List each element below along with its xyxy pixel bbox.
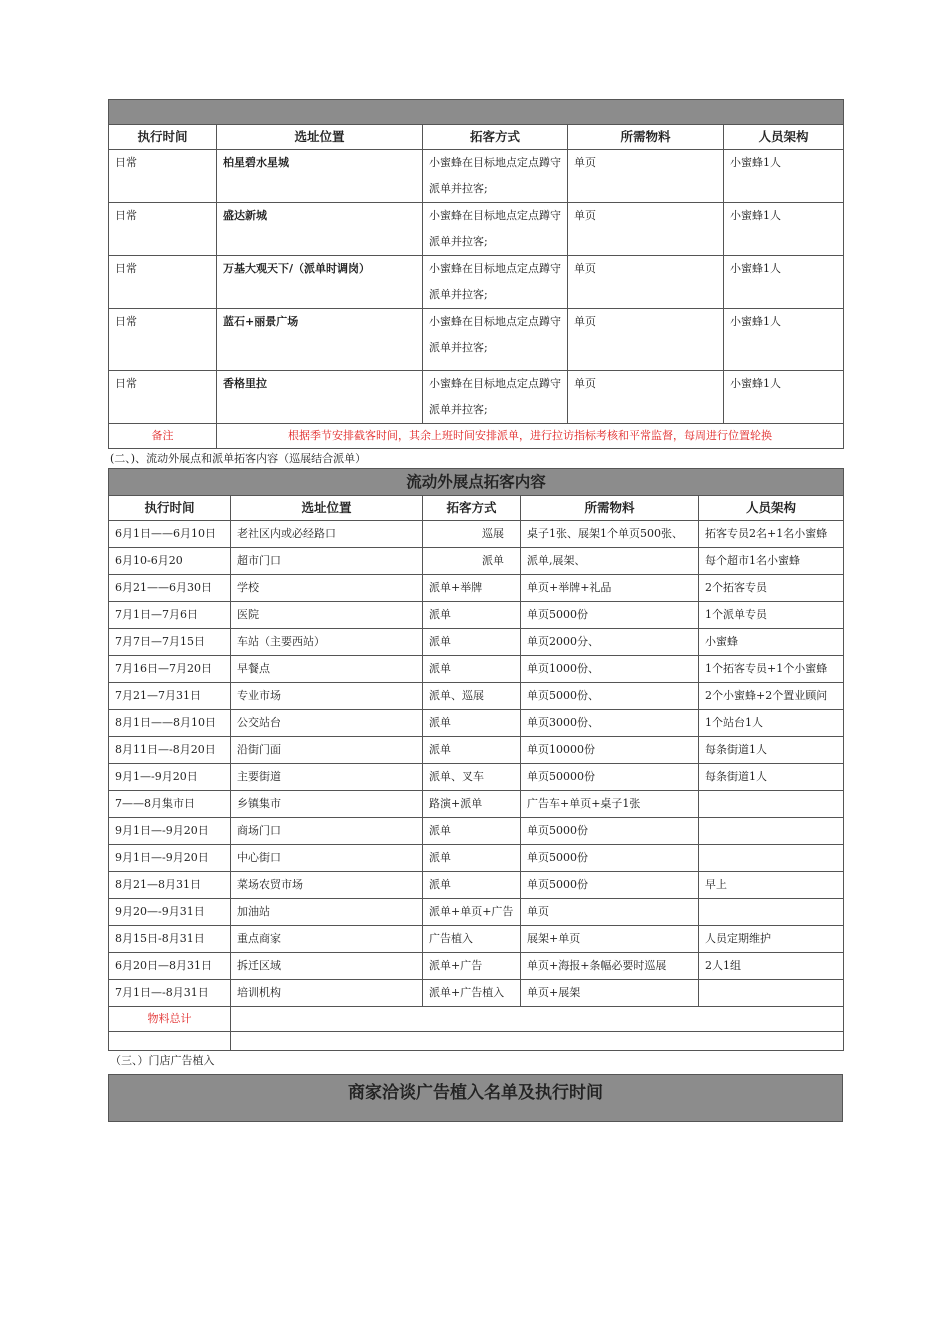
table-cell: 9月1日—-9月20日	[109, 818, 231, 845]
table-header-bar	[109, 100, 844, 125]
table-cell: 小蜜蜂1人	[724, 309, 844, 371]
table-row	[109, 980, 844, 1007]
blank-row	[109, 1032, 844, 1051]
table-cell: 单页5000份	[521, 845, 699, 872]
table-row	[109, 818, 844, 845]
table-cell: 加油站	[231, 899, 423, 926]
table-cell	[699, 791, 844, 818]
table-cell: 沿街门面	[231, 737, 423, 764]
table-row	[109, 899, 844, 926]
table-cell: 早餐点	[231, 656, 423, 683]
table-cell: 广告植入	[423, 926, 521, 953]
table-cell: 9月1—-9月20日	[109, 764, 231, 791]
table-cell: 万基大观天下/（派单时调岗）	[217, 256, 423, 309]
table-cell: 2个拓客专员	[699, 575, 844, 602]
table-cell: 单页+举牌+礼品	[521, 575, 699, 602]
table-header-row	[109, 496, 844, 521]
table-cell: 小蜜蜂在目标地点定点蹲守派单并拉客;	[423, 150, 568, 203]
table-daily-outreach	[108, 99, 844, 449]
table-cell: 拆迁区域	[231, 953, 423, 980]
table-cell: 重点商家	[231, 926, 423, 953]
table-title-row	[109, 469, 844, 496]
table-cell: 单页50000份	[521, 764, 699, 791]
table-cell	[699, 980, 844, 1007]
column-header: 拓客方式	[423, 125, 568, 150]
column-header: 所需物料	[521, 496, 699, 521]
table-row	[109, 791, 844, 818]
table-cell: 公交站台	[231, 710, 423, 737]
table-cell: 派单	[423, 818, 521, 845]
table-cell: 单页3000份、	[521, 710, 699, 737]
table-cell: 小蜜蜂1人	[724, 256, 844, 309]
table-cell: 派单	[423, 602, 521, 629]
table-cell: 单页	[568, 150, 724, 203]
table-cell: 派单+广告	[423, 953, 521, 980]
table-cell: 每个超市1名小蜜蜂	[699, 548, 844, 575]
table-cell: 小蜜蜂在目标地点定点蹲守派单并拉客;	[423, 309, 568, 371]
total-value	[231, 1007, 844, 1032]
table-cell: 日常	[109, 371, 217, 424]
table-cell: 小蜜蜂1人	[724, 203, 844, 256]
table-cell	[699, 899, 844, 926]
table-row	[109, 371, 844, 424]
column-header: 拓客方式	[423, 496, 521, 521]
table-cell: 派单+单页+广告	[423, 899, 521, 926]
table-row	[109, 309, 844, 371]
table-row	[109, 548, 844, 575]
table-cell: 单页5000份、	[521, 683, 699, 710]
table-cell: 日常	[109, 256, 217, 309]
table-cell: 单页+海报+条幅必要时巡展	[521, 953, 699, 980]
total-label: 物料总计	[109, 1007, 231, 1032]
table-cell: 老社区内或必经路口	[231, 521, 423, 548]
table-cell: 6月1日——6月10日	[109, 521, 231, 548]
document	[108, 99, 843, 1122]
table-cell	[699, 818, 844, 845]
total-row	[109, 1007, 844, 1032]
table-cell: 派单	[423, 710, 521, 737]
table-row	[109, 203, 844, 256]
table-cell: 盛达新城	[217, 203, 423, 256]
table-cell: 医院	[231, 602, 423, 629]
table-cell: 1个派单专员	[699, 602, 844, 629]
table-cell: 派单+举牌	[423, 575, 521, 602]
table-cell: 蓝石+丽景广场	[217, 309, 423, 371]
table-cell: 单页5000份	[521, 872, 699, 899]
table-cell: 日常	[109, 309, 217, 371]
table-row	[109, 256, 844, 309]
table-cell: 小蜜蜂	[699, 629, 844, 656]
table-cell: 单页1000份、	[521, 656, 699, 683]
table-row	[109, 926, 844, 953]
table-header-row	[109, 125, 844, 150]
section-2-caption: (二、)、流动外展点和派单拓客内容（巡展结合派单）	[110, 452, 367, 465]
table-cell: 拓客专员2名+1名小蜜蜂	[699, 521, 844, 548]
table-cell: 中心街口	[231, 845, 423, 872]
table-cell: 6月10-6月20	[109, 548, 231, 575]
table-cell: 单页5000份	[521, 818, 699, 845]
table-row	[109, 710, 844, 737]
table-cell: 派单	[423, 656, 521, 683]
table-cell: 9月20—-9月31日	[109, 899, 231, 926]
table-cell: 单页	[521, 899, 699, 926]
table-row	[109, 845, 844, 872]
table-cell: 小蜜蜂在目标地点定点蹲守派单并拉客;	[423, 371, 568, 424]
column-header: 选址位置	[217, 125, 423, 150]
table-cell: 小蜜蜂在目标地点定点蹲守派单并拉客;	[423, 203, 568, 256]
table-cell: 8月21—8月31日	[109, 872, 231, 899]
table-cell: 6月20日—8月31日	[109, 953, 231, 980]
table-cell: 培训机构	[231, 980, 423, 1007]
table-title: 流动外展点拓客内容	[109, 469, 844, 496]
section-3-caption: （三、）门店广告植入	[110, 1054, 215, 1067]
table-cell: 单页5000份	[521, 602, 699, 629]
table-row	[109, 737, 844, 764]
table-cell: 香格里拉	[217, 371, 423, 424]
table-cell: 每条街道1人	[699, 737, 844, 764]
table-cell: 小蜜蜂1人	[724, 150, 844, 203]
table-row	[109, 872, 844, 899]
table-row	[109, 602, 844, 629]
table-row	[109, 150, 844, 203]
table-cell: 单页	[568, 256, 724, 309]
banner-title: 商家洽谈广告植入名单及执行时间	[108, 1074, 843, 1122]
table-cell: 派单	[423, 845, 521, 872]
table-cell: 8月11日—-8月20日	[109, 737, 231, 764]
table-cell: 单页10000份	[521, 737, 699, 764]
column-header: 人员架构	[724, 125, 844, 150]
table-cell: 单页	[568, 309, 724, 371]
table-cell: 7月1日—7月6日	[109, 602, 231, 629]
table-cell: 乡镇集市	[231, 791, 423, 818]
note-label: 备注	[109, 424, 217, 449]
table-row	[109, 629, 844, 656]
table-cell: 广告车+单页+桌子1张	[521, 791, 699, 818]
column-header: 选址位置	[231, 496, 423, 521]
table-cell: 6月21——6月30日	[109, 575, 231, 602]
table-cell: 派单	[423, 737, 521, 764]
table-cell: 派单、叉车	[423, 764, 521, 791]
table-cell: 派单,展架、	[521, 548, 699, 575]
column-header: 所需物料	[568, 125, 724, 150]
table-cell: 派单	[423, 548, 521, 575]
table-mobile-outreach	[108, 468, 844, 1051]
table-cell: 单页	[568, 203, 724, 256]
table-cell: 派单+广告植入	[423, 980, 521, 1007]
table-row	[109, 521, 844, 548]
table-cell: 单页	[568, 371, 724, 424]
table-cell: 7——8月集市日	[109, 791, 231, 818]
blank-cell	[231, 1032, 844, 1051]
table-row	[109, 656, 844, 683]
table-cell: 人员定期维护	[699, 926, 844, 953]
table-cell: 日常	[109, 203, 217, 256]
blank-cell	[109, 1032, 231, 1051]
table-cell: 路演+派单	[423, 791, 521, 818]
table-cell: 桌子1张、展架1个单页500张、	[521, 521, 699, 548]
table-cell	[699, 845, 844, 872]
table-cell: 主要街道	[231, 764, 423, 791]
table-cell: 日常	[109, 150, 217, 203]
table-cell: 商场门口	[231, 818, 423, 845]
note-text: 根据季节安排截客时间，其余上班时间安排派单，进行拉访指标考核和平常监督，每周进行位置轮换	[217, 424, 844, 449]
column-header: 人员架构	[699, 496, 844, 521]
table-row	[109, 764, 844, 791]
note-row	[109, 424, 844, 449]
table-cell: 车站（主要西站）	[231, 629, 423, 656]
column-header: 执行时间	[109, 125, 217, 150]
table-cell: 7月1日—-8月31日	[109, 980, 231, 1007]
table-cell: 专业市场	[231, 683, 423, 710]
table-cell: 7月21—7月31日	[109, 683, 231, 710]
table-cell: 1个站台1人	[699, 710, 844, 737]
table-row	[109, 575, 844, 602]
table-cell: 小蜜蜂在目标地点定点蹲守派单并拉客;	[423, 256, 568, 309]
table-cell: 2个小蜜蜂+2个置业顾问	[699, 683, 844, 710]
table-cell: 巡展	[423, 521, 521, 548]
table-cell: 2人1组	[699, 953, 844, 980]
table-cell: 7月7日—7月15日	[109, 629, 231, 656]
table-cell: 单页+展架	[521, 980, 699, 1007]
table-cell: 每条街道1人	[699, 764, 844, 791]
table-cell: 菜场农贸市场	[231, 872, 423, 899]
table-cell: 柏星碧水星城	[217, 150, 423, 203]
table-cell: 派单、巡展	[423, 683, 521, 710]
table-cell: 派单	[423, 629, 521, 656]
table-row	[109, 953, 844, 980]
table-cell: 1个拓客专员+1个小蜜蜂	[699, 656, 844, 683]
table-cell: 展架+单页	[521, 926, 699, 953]
table-cell: 派单	[423, 872, 521, 899]
table-cell: 8月15日-8月31日	[109, 926, 231, 953]
table-cell: 9月1日—-9月20日	[109, 845, 231, 872]
table-cell: 单页2000分、	[521, 629, 699, 656]
table-cell: 早上	[699, 872, 844, 899]
table-cell: 超市门口	[231, 548, 423, 575]
table-cell: 8月1日——8月10日	[109, 710, 231, 737]
column-header: 执行时间	[109, 496, 231, 521]
table-cell: 7月16日—7月20日	[109, 656, 231, 683]
table-cell: 小蜜蜂1人	[724, 371, 844, 424]
table-cell: 学校	[231, 575, 423, 602]
table-row	[109, 683, 844, 710]
